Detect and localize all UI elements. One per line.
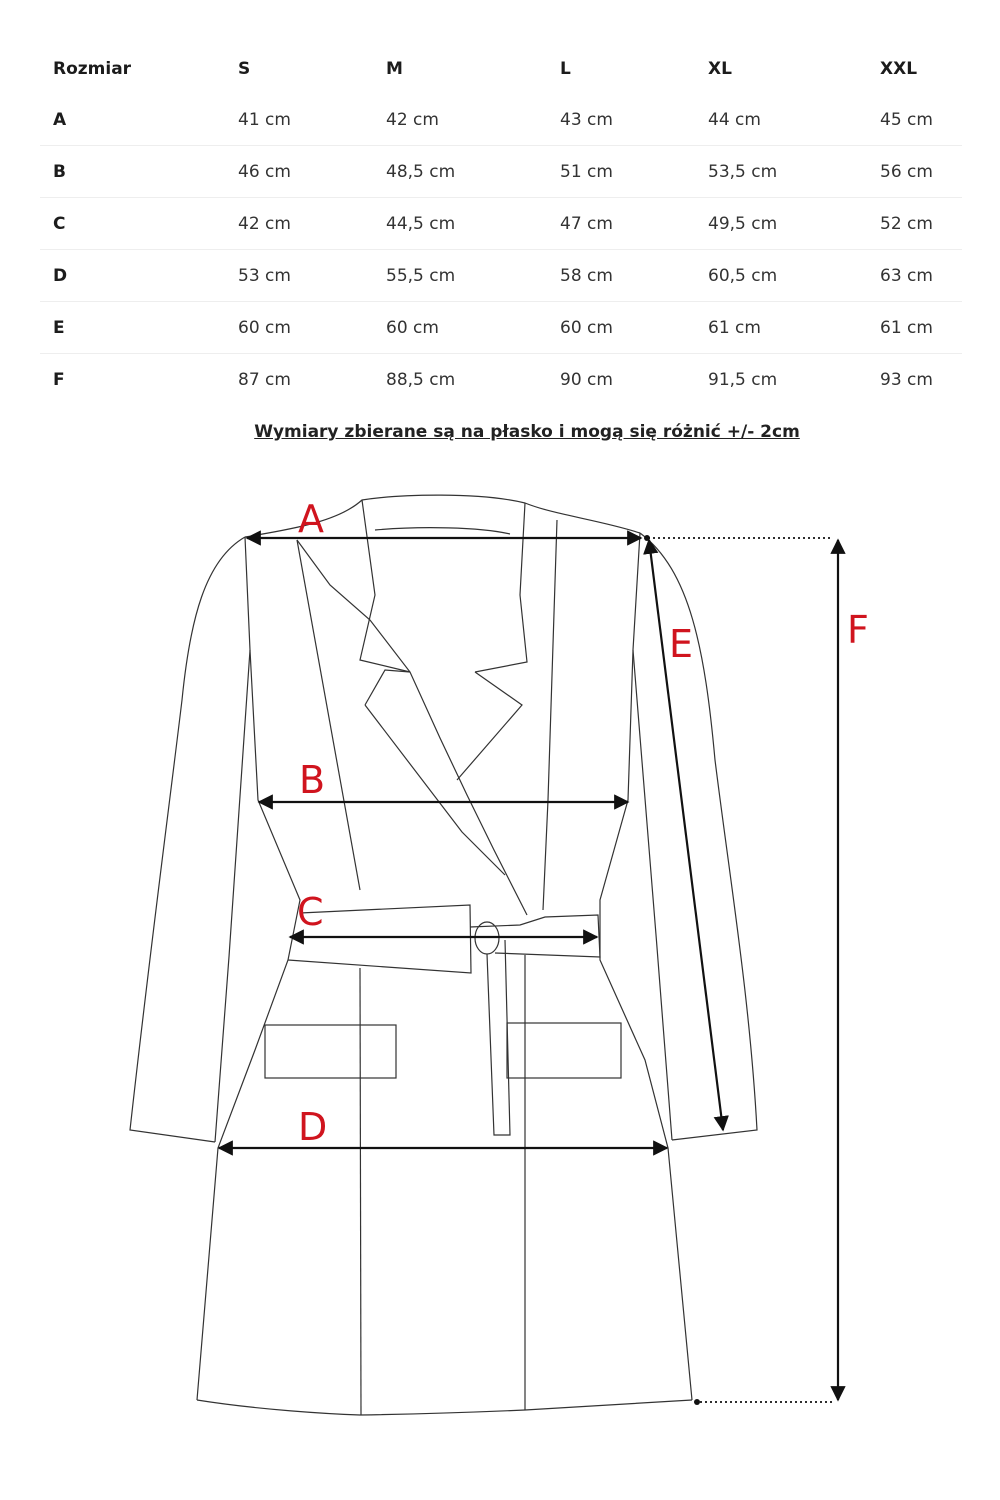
size-table [40, 44, 962, 405]
table-cell: 60 cm [386, 317, 439, 338]
header-xl: XL [708, 59, 732, 79]
table-cell: 61 cm [880, 317, 933, 338]
table-cell: 61 cm [708, 317, 761, 338]
guide-lines [648, 538, 832, 1402]
table-cell: 41 cm [238, 109, 291, 130]
measurement-labels [297, 497, 869, 1149]
table-cell: 43 cm [560, 109, 613, 130]
table-cell: 88,5 cm [386, 369, 456, 390]
table-cell: 53,5 cm [708, 161, 778, 182]
table-cell: 90 cm [560, 369, 613, 390]
row-label: C [53, 213, 66, 234]
label-e: E [669, 622, 694, 666]
table-row [40, 302, 962, 354]
table-cell: 42 cm [238, 213, 291, 234]
table-cell: 44,5 cm [386, 213, 456, 234]
coat-outline [130, 495, 757, 1415]
label-c: C [297, 890, 324, 934]
row-label: D [53, 265, 68, 286]
table-cell: 56 cm [880, 161, 933, 182]
table-cell: 60 cm [560, 317, 613, 338]
header-l: L [560, 59, 571, 79]
row-label: E [53, 317, 65, 338]
table-cell: 51 cm [560, 161, 613, 182]
table-row [40, 354, 962, 406]
table-row [40, 198, 962, 250]
table-cell: 60,5 cm [708, 265, 778, 286]
table-cell: 58 cm [560, 265, 613, 286]
label-b: B [299, 758, 326, 802]
table-cell: 44 cm [708, 109, 761, 130]
table-cell: 52 cm [880, 213, 933, 234]
row-label: A [53, 109, 67, 130]
label-f: F [847, 608, 869, 652]
table-cell: 63 cm [880, 265, 933, 286]
row-label: B [53, 161, 66, 182]
table-cell: 53 cm [238, 265, 291, 286]
row-label: F [53, 369, 65, 390]
table-cell: 45 cm [880, 109, 933, 130]
table-cell: 47 cm [560, 213, 613, 234]
table-cell: 48,5 cm [386, 161, 456, 182]
table-row [40, 94, 962, 146]
table-cell: 49,5 cm [708, 213, 778, 234]
coat-measurement-diagram [0, 470, 1000, 1470]
label-d: D [298, 1105, 328, 1149]
table-row [40, 146, 962, 198]
table-cell: 93 cm [880, 369, 933, 390]
header-m: M [386, 59, 403, 79]
table-header-row [40, 44, 962, 94]
header-s: S [238, 59, 251, 79]
table-cell: 46 cm [238, 161, 291, 182]
header-xxl: XXL [880, 59, 918, 79]
label-a: A [298, 497, 324, 541]
table-cell: 91,5 cm [708, 369, 778, 390]
table-cell: 55,5 cm [386, 265, 456, 286]
table-cell: 87 cm [238, 369, 291, 390]
table-row [40, 250, 962, 302]
table-cell: 42 cm [386, 109, 439, 130]
header-size: Rozmiar [53, 59, 132, 79]
measurement-note: Wymiary zbierane są na płasko i mogą się różnić +/- 2cm [254, 422, 800, 442]
table-cell: 60 cm [238, 317, 291, 338]
measurement-lines [219, 538, 838, 1400]
